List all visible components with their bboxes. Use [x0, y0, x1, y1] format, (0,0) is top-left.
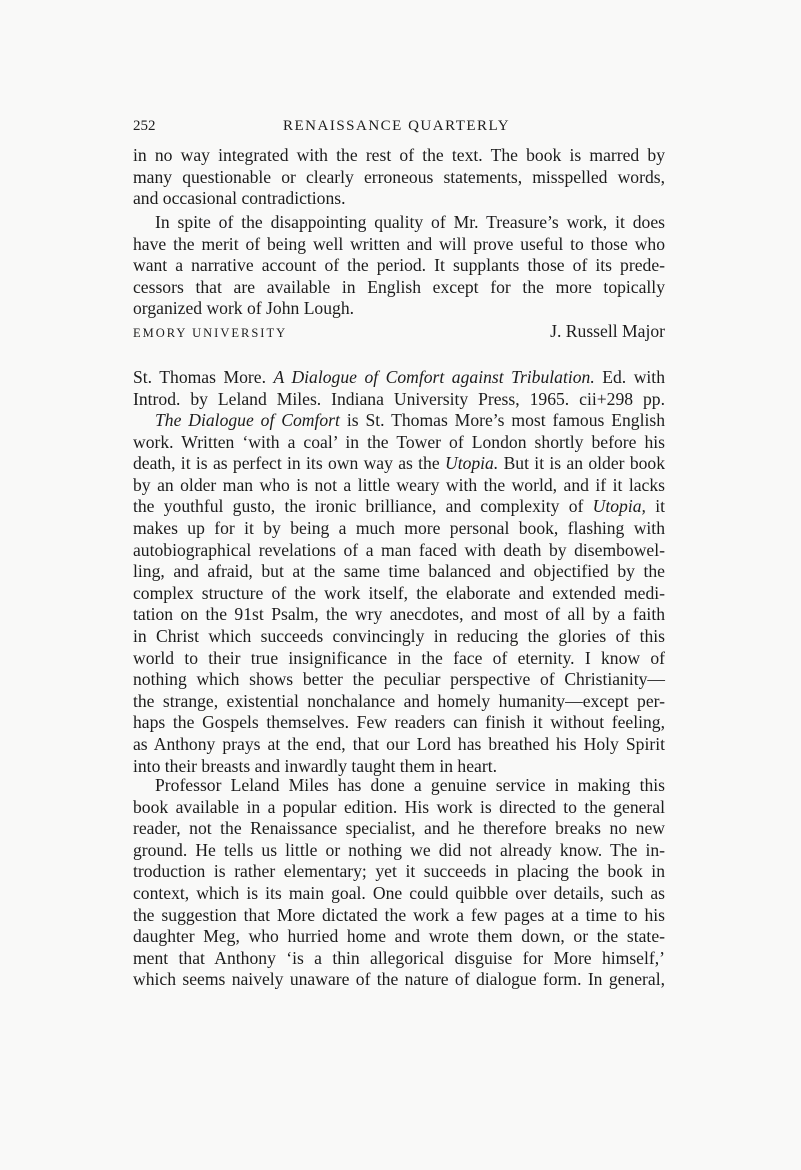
text-line: context, which is its main goal. One could quibble over details, such as	[133, 882, 665, 903]
text-line: by an older man who is not a little weary with the world, and if it lacks	[133, 474, 665, 495]
text-line: the suggestion that More dictated the work a few pages at a time to his	[133, 904, 665, 925]
text-line: ling, and afraid, but at the same time balanced and objectified by the	[133, 561, 665, 582]
text-line: ground. He tells us little or nothing we did not already know. The in-	[133, 839, 665, 860]
text-line: complex structure of the work itself, the elaborate and extended medi-	[133, 582, 665, 603]
text-line: world to their true insignificance in the face of eternity. I know of	[133, 647, 665, 668]
text-line: cessors that are available in English except for the more topically	[133, 276, 665, 297]
text-line: organized work of John Lough.	[133, 298, 355, 319]
text-line: want a narrative account of the period. It supplants those of its prede-	[133, 255, 665, 276]
running-header	[133, 118, 665, 138]
previous-review-paragraph	[133, 212, 665, 320]
text-line: tation on the 91st Psalm, the wry anecdotes, and most of all by a faith	[133, 604, 665, 625]
review-paragraph-2	[133, 775, 665, 991]
text-line: in Christ which succeeds convincingly in reducing the glories of this	[133, 625, 665, 646]
text-line: into their breasts and inwardly taught them in heart.	[133, 755, 497, 776]
review-paragraph-1	[133, 410, 665, 777]
text-line: as Anthony prays at the end, that our Lord has breathed his Holy Spirit	[133, 733, 665, 754]
utopia-title: Utopia,	[592, 496, 646, 517]
text-line: In spite of the disappointing quality of Mr. Treasure’s work, it does	[155, 212, 665, 232]
text-line: in no way integrated with the rest of the text. The book is marred by	[133, 145, 665, 165]
reviewer-name: J. Russell Major	[550, 321, 665, 341]
book-title: A Dialogue of Comfort against Tribulation.	[273, 367, 595, 387]
reviewer-institution: EMORY UNIVERSITY	[133, 326, 288, 340]
journal-title: RENAISSANCE QUARTERLY	[283, 118, 511, 134]
text-line: haps the Gospels themselves. Few readers can finish it without feeling,	[133, 712, 665, 733]
text-line: the youthful gusto, the ironic brilliance, and complexity of Utopia, it	[133, 496, 665, 517]
reviewer-signature	[133, 321, 665, 345]
text-line: reader, not the Renaissance specialist, and he therefore breaks no new	[133, 818, 665, 839]
text-line: makes up for it by being a much more personal book, flashing with	[133, 517, 665, 538]
text-line: work. Written ‘with a coal’ in the Tower of London shortly before his	[133, 431, 665, 452]
text-line: nothing which shows better the peculiar perspective of Christianity—	[133, 669, 665, 690]
text-line: autobiographical revelations of a man faced with death by disembowel-	[133, 539, 665, 560]
text-line: The Dialogue of Comfort is St. Thomas More’s most famous English	[155, 410, 665, 430]
text-line: ment that Anthony ‘is a thin allegorical disguise for More himself,’	[133, 947, 665, 968]
text-line: Professor Leland Miles has done a genuine service in making this	[155, 775, 665, 795]
text-line: and occasional contradictions.	[133, 188, 346, 209]
text-line: many questionable or clearly erroneous statements, misspelled words,	[133, 166, 665, 187]
citation-line: St. Thomas More. A Dialogue of Comfort against Tribulation. Ed. with	[133, 367, 665, 387]
book-citation	[133, 367, 665, 410]
page-number: 252	[133, 118, 156, 134]
text-line: book available in a popular edition. His work is directed to the general	[133, 796, 665, 817]
book-title-italic: The Dialogue of Comfort	[155, 410, 340, 430]
text-line: have the merit of being well written and will prove useful to those who	[133, 233, 665, 254]
text-line: the strange, existential nonchalance and homely humanity—except per-	[133, 690, 665, 711]
previous-review-ending	[133, 145, 665, 210]
text-line: troduction is rather elementary; yet it succeeds in placing the book in	[133, 861, 665, 882]
citation-line: Introd. by Leland Miles. Indiana University Press, 1965. cii+298 pp.	[133, 388, 665, 409]
utopia-title: Utopia.	[444, 453, 499, 474]
text-line: death, it is as perfect in its own way as the Utopia. But it is an older book	[133, 453, 666, 474]
text-line: daughter Meg, who hurried home and wrote them down, or the state-	[133, 926, 665, 947]
text-line: which seems naively unaware of the nature of dialogue form. In general,	[133, 969, 665, 990]
